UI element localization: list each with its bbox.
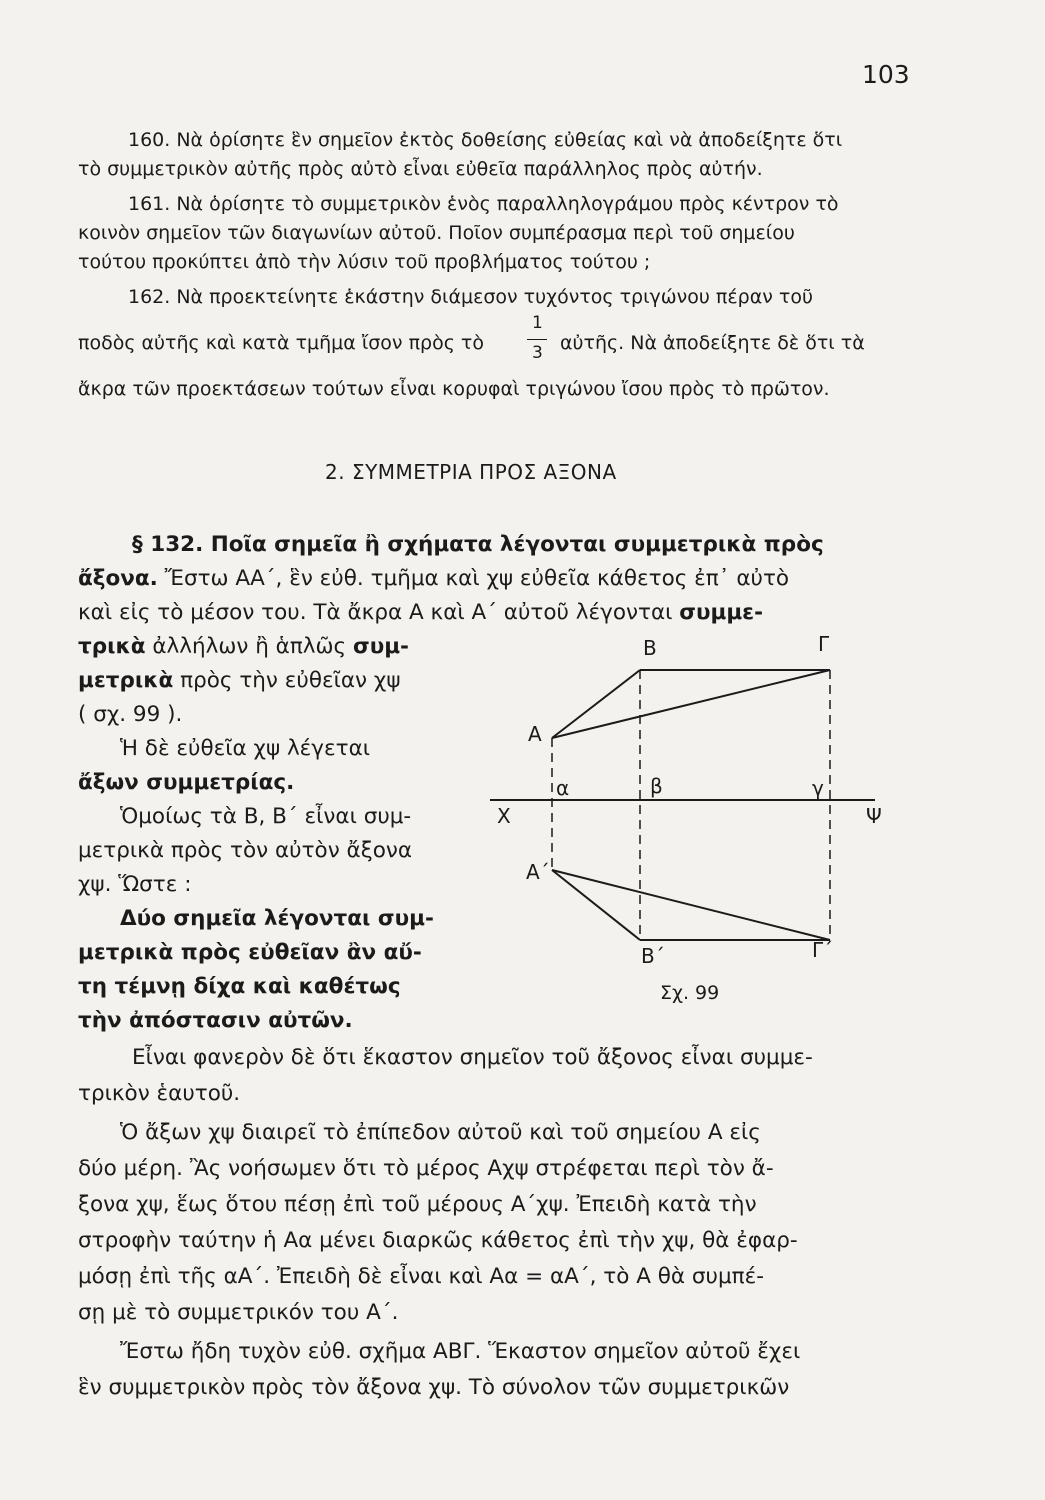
definition-line-1: Δύο σημεῖα λέγονται συμ- [120, 906, 434, 931]
paragraph-132-line-6: ( σχ. 99 ). [78, 702, 183, 727]
body-p2-line-6: σῃ μὲ τὸ συμμετρικόν του Α΄. [78, 1300, 399, 1325]
section-heading: 2. ΣΥΜΜΕΤΡΙΑ ΠΡΟΣ ΑΞΟΝΑ [325, 460, 617, 484]
body-p1-line-2: τρικὸν ἑαυτοῦ. [78, 1081, 241, 1106]
text: Ἔστω ΑΑ΄, ἓν εὐθ. τμῆμα καὶ χψ εὐθεῖα κάθετος ἐπ᾿ αὐτὸ [157, 566, 790, 591]
body-p2-line-2: δύο μέρη. Ἂς νοήσωμεν ὅτι τὸ μέρος Αχψ στρέφεται περὶ τὸν ἄ- [78, 1156, 774, 1181]
label-alpha: α [556, 776, 570, 800]
exercise-161-line-2: κοινὸν σημεῖον τῶν διαγωνίων αὐτοῦ. Ποῖον συμπέρασμα περὶ τοῦ σημείου [78, 222, 795, 244]
exercise-161-line-1: 161. Νὰ ὁρίσητε τὸ συμμετρικὸν ἑνὸς παραλληλογράμου πρὸς κέντρον τὸ [128, 193, 839, 215]
fraction-bar [527, 339, 547, 340]
body-p2-line-5: μόσῃ ἐπὶ τῆς αΑ΄. Ἐπειδὴ δὲ εἶναι καὶ Αα = αΑ΄, τὸ Α θὰ συμπέ- [78, 1264, 764, 1289]
label-chi: Χ [497, 804, 511, 828]
paragraph-132-title: § 132. Ποῖα σημεῖα ἢ σχήματα λέγονται συμμετρικὰ πρὸς [132, 532, 824, 557]
body-p2-line-4: στροφὴν ταύτην ἡ Αα μένει διαρκῶς κάθετος ἐπὶ τὴν χψ, θὰ ἐφαρ- [78, 1228, 798, 1253]
exercise-162-line-2b: αὐτῆς. Νὰ ἀποδείξητε δὲ ὅτι τὰ [560, 332, 865, 354]
term: συμ- [352, 634, 409, 659]
definition-line-2: μετρικὰ πρὸς εὐθεῖαν ἂν αὔ- [78, 940, 422, 965]
paragraph-132-line-11: χψ. Ὥστε : [78, 872, 192, 897]
body-p3-line-1: Ἔστω ἤδη τυχὸν εὐθ. σχῆμα ΑΒΓ. Ἕκαστον σημεῖον αὐτοῦ ἔχει [120, 1339, 801, 1364]
label-psi: Ψ [866, 804, 882, 828]
exercise-160-line-1: 160. Νὰ ὁρίσητε ἓν σημεῖον ἐκτὸς δοθείσης εὐθείας καὶ νὰ ἀποδείξητε ὅτι [128, 129, 843, 151]
figure-99-diagram [490, 630, 900, 960]
exercise-161-line-3: τούτου προκύπτει ἀπὸ τὴν λύσιν τοῦ προβλήματος τούτου ; [78, 251, 651, 273]
term: μετρικὰ [78, 668, 174, 693]
term-symmetric: συμμε- [679, 600, 764, 625]
body-p2-line-3: ξονα χψ, ἕως ὅτου πέσῃ ἐπὶ τοῦ μέρους Α΄χψ. Ἐπειδὴ κατὰ τὴν [78, 1192, 757, 1217]
paragraph-132-line-4 [78, 635, 409, 659]
paragraph-132-line-5 [78, 669, 401, 693]
definition-line-3: τη τέμνῃ δίχα καὶ καθέτως [78, 974, 401, 999]
definition-line-4: τὴν ἀπόστασιν αὐτῶν. [78, 1008, 353, 1033]
paragraph-132-line-9: Ὁμοίως τὰ Β, Β΄ εἶναι συμ- [120, 804, 412, 829]
text: ἀλλήλων ἢ ἁπλῶς [145, 634, 353, 659]
exercise-162-line-3: ἄκρα τῶν προεκτάσεων τούτων εἶναι κορυφαὶ τριγώνου ἴσου πρὸς τὸ πρῶτον. [78, 378, 830, 400]
label-beta: β [650, 774, 663, 798]
segment-a-g [552, 670, 830, 738]
figure-caption: Σχ. 99 [660, 982, 720, 1004]
paragraph-132-line-3 [78, 601, 763, 625]
term-axis: ἄξονα. [78, 566, 158, 591]
fraction-numerator: 1 [532, 313, 543, 333]
paragraph-132-line-2 [78, 567, 789, 591]
fraction-denominator: 3 [532, 343, 543, 363]
exercise-160-line-2: τὸ συμμετρικὸν αὐτῆς πρὸς αὐτὸ εἶναι εὐθεῖα παράλληλος πρὸς αὐτήν. [78, 158, 763, 180]
body-p3-line-2: ἓν συμμετρικὸν πρὸς τὸν ἄξονα χψ. Τὸ σύνολον τῶν συμμετρικῶν [78, 1375, 790, 1400]
label-gamma-prime: Γ΄ [812, 938, 834, 962]
body-p2-line-1: Ὁ ἄξων χψ διαιρεῖ τὸ ἐπίπεδον αὐτοῦ καὶ τοῦ σημείου Α εἰς [120, 1120, 761, 1145]
paragraph-132-line-10: μετρικὰ πρὸς τὸν αὐτὸν ἄξονα [78, 838, 413, 863]
text: καὶ εἰς τὸ μέσον του. Τὰ ἄκρα Α καὶ Α΄ αὐτοῦ λέγονται [78, 600, 680, 625]
segment-a2-g2 [552, 870, 830, 940]
term: τρικὰ [78, 634, 146, 659]
label-a: Α [528, 722, 542, 746]
paragraph-132-line-8: ἄξων συμμετρίας. [78, 770, 295, 795]
exercise-162-line-2a: ποδὸς αὐτῆς καὶ κατὰ τμῆμα ἴσον πρὸς τὸ [78, 332, 484, 354]
label-b-prime: Β΄ [641, 944, 665, 968]
paragraph-132-line-7: Ἡ δὲ εὐθεῖα χψ λέγεται [120, 736, 371, 761]
page-number: 103 [862, 60, 910, 89]
exercise-162-line-1: 162. Νὰ προεκτείνητε ἑκάστην διάμεσον τυχόντος τριγώνου πέραν τοῦ [128, 286, 813, 308]
label-b: Β [643, 636, 657, 660]
text: πρὸς τὴν εὐθεῖαν χψ [173, 668, 401, 693]
label-gamma-small: γ [812, 776, 824, 800]
body-p1-line-1: Εἶναι φανερὸν δὲ ὅτι ἕκαστον σημεῖον τοῦ ἄξονος εἶναι συμμε- [132, 1045, 813, 1070]
label-gamma: Γ [818, 632, 830, 656]
label-a-prime: Α΄ [526, 860, 550, 884]
